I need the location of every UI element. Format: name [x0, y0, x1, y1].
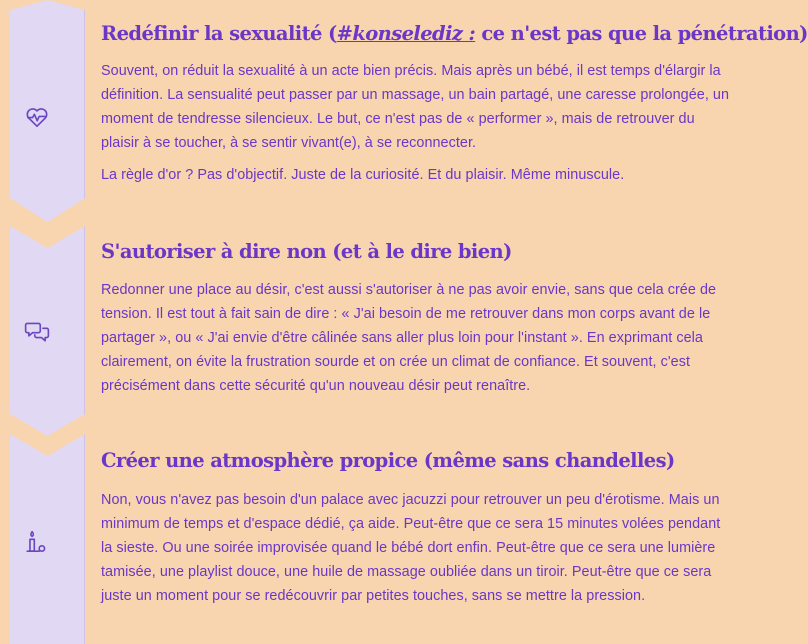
section-title: Redéfinir la sexualité (#konselediz : ce n'est pas que la pénétration): [101, 22, 808, 45]
section-title: S'autoriser à dire non (et à le dire bien): [101, 240, 512, 263]
section-paragraph: La règle d'or ? Pas d'objectif. Juste de la curiosité. Et du plaisir. Même minuscule.: [101, 167, 625, 183]
candle-icon: [24, 529, 50, 555]
heart-pulse-icon: [24, 104, 50, 130]
chat-bubbles-icon: [24, 318, 50, 344]
section-title: Créer une atmosphère propice (même sans chandelles): [101, 449, 675, 472]
hashtag-link[interactable]: #konselediz :: [336, 22, 476, 45]
section-paragraph: Non, vous n'avez pas besoin d'un palace avec jacuzzi pour retrouver un peu d'érotisme. Mais un minimum de temps et d'espace dédié, ça aide. Peut-être que ce sera 15 minutes volées pendant la sieste. Ou une soirée improvisée quand le bébé dort enfin. Peut-être que ce sera une lumière tamisée, une playlist douce, une huile de massage oubliée dans un tiroir. Peut-être que ce sera juste un moment pour se redécouvrir par petites touches, sans se mettre la pression.: [101, 492, 721, 604]
section-paragraph: Souvent, on réduit la sexualité à un acte bien précis. Mais après un bébé, il est temps d'élargir la définition. La sensualité peut passer par un massage, un bain partagé, une caresse prolongée, un moment de tendresse silencieux. Le but, ce n'est pas de « performer », mais de retrouver du plaisir à se toucher, à se sentir vivant(e), à se reconnecter.: [101, 63, 730, 151]
section-paragraph: Redonner une place au désir, c'est aussi s'autoriser à ne pas avoir envie, sans que cela crée de tension. Il est tout à fait sain de dire : « J'ai besoin de me retrouver dans mon corps avant de le partager », ou « J'ai envie d'être câlinée sans aller plus loin pour l'instant ». En exprimant cela clairement, on évite la frustration sourde et on crée un climat de confiance. Et souvent, c'est précisément dans cette sécurité qu'un nouveau désir peut renaître.: [101, 282, 717, 394]
